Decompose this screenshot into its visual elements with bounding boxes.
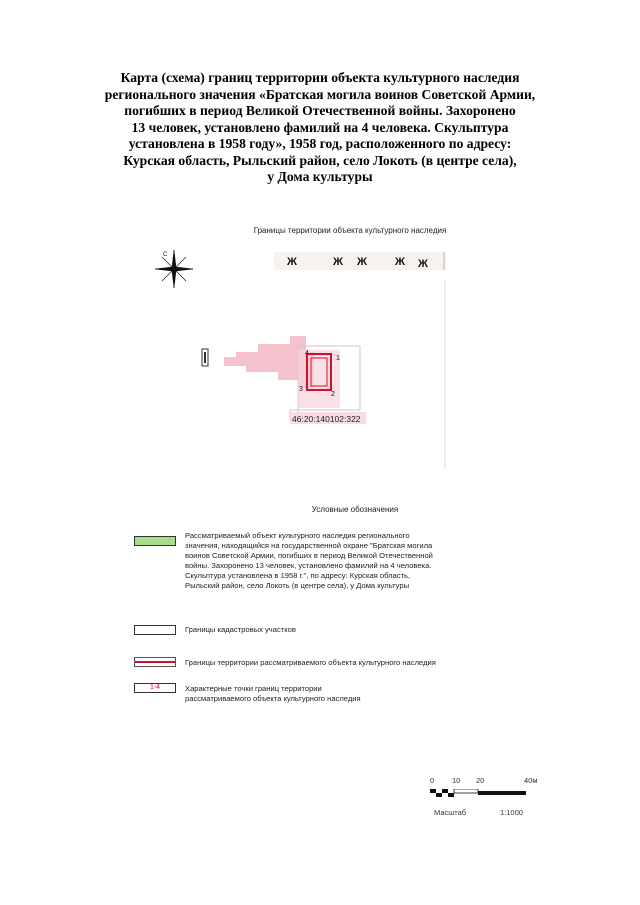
- legend-line: Рассматриваемый объект культурного наследия регионального: [185, 531, 410, 540]
- legend-line: рассматриваемого объекта культурного наследия: [185, 694, 361, 703]
- building-mark: Ж: [395, 256, 405, 268]
- title-line: погибших в период Великой Отечественной войны. Захоронено: [124, 103, 516, 118]
- legend-text: Границы территории рассматриваемого объекта культурного наследия: [185, 658, 436, 667]
- title-line: установлена в 1958 году», 1958 год, расположенного по адресу:: [128, 136, 512, 151]
- legend-line: Скульптура установлена в 1958 г.", по адресу: Курская область,: [185, 571, 411, 580]
- point-label: 3: [299, 386, 303, 393]
- scale-graphic: [430, 789, 530, 799]
- legend-title: Условные обозначения: [311, 505, 399, 514]
- building-mark: Ж: [418, 258, 428, 270]
- legend-line: Характерные точки границ территории: [185, 684, 322, 693]
- document-title: [60, 70, 580, 186]
- green-swatch: [134, 536, 176, 546]
- title-line: регионального значения «Братская могила воинов Советской Армии,: [104, 86, 536, 102]
- scale-tick: 0: [430, 776, 435, 785]
- boundary-swatch: [134, 657, 176, 667]
- point-label: 1: [336, 355, 340, 362]
- legend-text: Границы кадастровых участков: [185, 625, 296, 634]
- compass-rose-icon: [155, 250, 193, 288]
- legend-line: Рыльский район, село Локоть (в центре села), у Дома культуры: [185, 581, 410, 590]
- building-mark: Ж: [287, 256, 297, 268]
- point-label: 4: [305, 350, 309, 357]
- scale-ratio: 1:1000: [500, 808, 523, 817]
- scale-tick: 40м: [524, 776, 538, 785]
- cadastral-number: 46:20:140102:322: [292, 414, 361, 424]
- points-swatch: 1-4: [134, 683, 176, 693]
- scale-tick: 20: [476, 776, 485, 785]
- legend-text: [185, 531, 433, 591]
- scale-bar: [420, 776, 560, 826]
- map-caption: Границы территории объекта культурного наследия: [253, 226, 447, 235]
- building-mark: Ж: [333, 256, 343, 268]
- scale-label: Масштаб: [434, 808, 467, 817]
- title-line: Карта (схема) границ территории объекта культурного наследия: [120, 70, 520, 85]
- building-marks: [274, 252, 446, 270]
- building-mark: Ж: [357, 256, 367, 268]
- svg-text:С: С: [163, 252, 168, 258]
- title-line: 13 человек, установлено фамилий на 4 человека. Скульптура: [131, 119, 509, 135]
- legend-line: значения, находящийся на государственной охране "Братская могила: [185, 541, 433, 550]
- legend-line: воинов Советской Армии, погибших в период Великой Отечественной: [185, 551, 433, 560]
- small-building: [202, 349, 208, 366]
- map-canvas: [140, 240, 460, 470]
- legend-line: войны. Захоронено 13 человек, установлено фамилий на 4 человека.: [185, 561, 432, 570]
- title-line: Курская область, Рыльский район, село Локоть (в центре села),: [123, 152, 517, 168]
- scale-tick: 10: [452, 776, 461, 785]
- cadastral-parcel-pink: [298, 350, 340, 408]
- legend-text: [185, 684, 361, 704]
- cadastral-swatch: [134, 625, 176, 635]
- title-line: у Дома культуры: [267, 169, 373, 184]
- point-label: 2: [331, 391, 335, 398]
